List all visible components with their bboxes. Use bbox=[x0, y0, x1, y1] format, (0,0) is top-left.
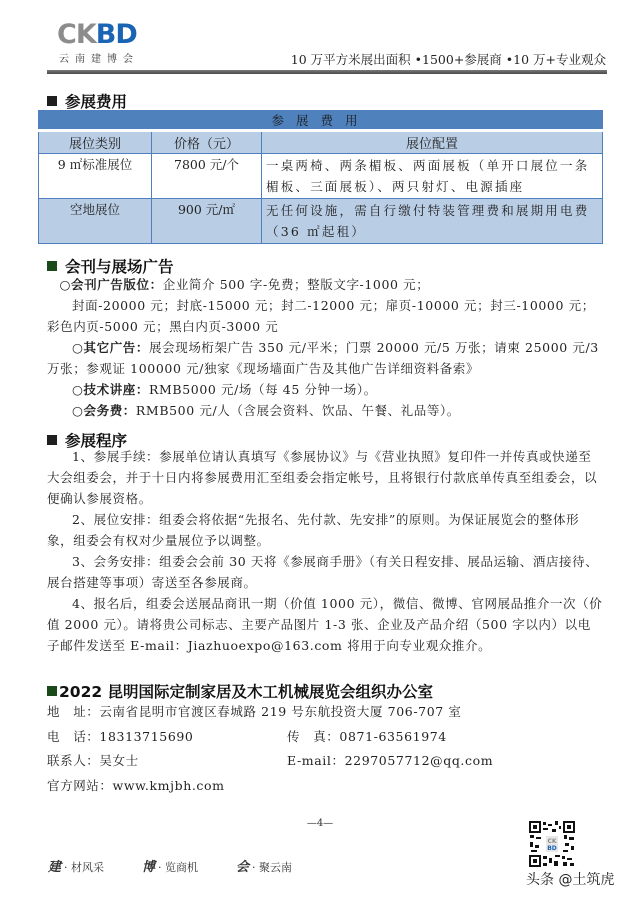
ads-content bbox=[47, 274, 603, 421]
section-title: 参展程序 bbox=[65, 432, 128, 450]
section-heading-fees bbox=[47, 90, 127, 112]
address-label: 地 址： bbox=[47, 704, 100, 719]
booth-type-cell: 空地展位 bbox=[39, 199, 152, 244]
price-cell: 900 元/㎡ bbox=[152, 199, 262, 244]
table-row bbox=[39, 199, 603, 244]
ad-item-label: ○技术讲座： bbox=[72, 382, 150, 397]
contact-info bbox=[47, 700, 603, 798]
logo-bd: BD bbox=[95, 19, 137, 50]
procedure-step: 3、会务安排：组委会会前 30 天将《参展商手册》（有关日程安排、展品运输、酒店接待、展台搭建等事项）寄送至各参展商。 bbox=[47, 554, 599, 590]
ad-item-text: 企业简介 500 字-免费；整版文字-1000 元； bbox=[162, 277, 430, 292]
column-header: 价格（元） bbox=[152, 131, 262, 154]
slogan bbox=[48, 856, 104, 875]
square-bullet-icon bbox=[47, 96, 57, 106]
slogan bbox=[236, 856, 292, 875]
logo-subtitle: 云南建博会 bbox=[59, 54, 139, 65]
slogan-text: · 聚云南 bbox=[252, 861, 293, 874]
ad-item-text: 展会现场桁架广告 350 元/平米；门票 20000 元/5 万张；请柬 25000 元/3 万张；参观证 100000 元/独家《现场墙面广告及其他广告详细资料备索》 bbox=[47, 340, 599, 376]
procedure-step: 1、参展手续：参展单位请认真填写《参展协议》与《营业执照》复印件一并传真或快递至大会组委会，并于十日内将参展费用汇至组委会指定帐号，且将银行付款底单传真至组委会，以便确认参展资格。 bbox=[47, 449, 598, 506]
phone-label: 电 话： bbox=[47, 728, 100, 744]
ad-item-lecture bbox=[47, 379, 603, 400]
ad-item-text: RMB500 元/人（含展会资料、饮品、午餐、礼品等）。 bbox=[135, 403, 460, 418]
phone-value: 18313715690 bbox=[99, 728, 194, 744]
slogan-text: · 材风采 bbox=[64, 861, 105, 874]
table-title: 参展费用 bbox=[39, 111, 603, 131]
calligraphy-glyph: 建 bbox=[48, 860, 62, 875]
header-tagline: 10 万平方米展出面积 •1500+参展商 •10 万+专业观众 bbox=[290, 52, 606, 67]
square-bullet-icon bbox=[47, 261, 57, 271]
address-row bbox=[47, 700, 603, 725]
svg-text:BD: BD bbox=[547, 845, 557, 852]
logo-ck: CK bbox=[57, 19, 96, 50]
logo-mark bbox=[57, 19, 147, 50]
header-divider bbox=[47, 70, 607, 74]
ad-item-catalog bbox=[47, 274, 603, 295]
ad-item-label: ○其它广告： bbox=[72, 340, 150, 355]
config-cell: 一桌两椅、两条楣板、两面展板（单开口展位一条楣板、三面展板）、两只射灯、电源插座 bbox=[262, 154, 603, 199]
table-title-row bbox=[39, 111, 603, 131]
procedure-content bbox=[47, 446, 603, 656]
watermark: 头条 @土筑虎 bbox=[526, 872, 615, 888]
square-bullet-icon bbox=[47, 686, 57, 696]
contact-value: 吴女士 bbox=[99, 753, 139, 768]
ad-item-catalog-prices bbox=[47, 295, 603, 337]
website-link[interactable]: www.kmjbh.com bbox=[112, 777, 225, 793]
website-label: 官方网站： bbox=[47, 777, 113, 793]
fee-table bbox=[38, 110, 603, 244]
booth-type-cell: 9 ㎡标准展位 bbox=[39, 154, 152, 199]
slogan bbox=[142, 856, 198, 875]
section-heading-office bbox=[47, 680, 433, 702]
calligraphy-glyph: 会 bbox=[236, 860, 250, 875]
section-title: 会刊与展场广告 bbox=[65, 258, 174, 276]
contact-label: 联系人： bbox=[47, 753, 100, 768]
calligraphy-glyph: 博 bbox=[142, 860, 156, 875]
section-title: 2022 昆明国际定制家居及木工机械展览会组织办公室 bbox=[59, 683, 434, 701]
slogan-text: · 览商机 bbox=[158, 861, 199, 874]
address-value: 云南省昆明市官渡区春城路 219 号东航投资大厦 706-707 室 bbox=[99, 704, 462, 719]
price-cell: 7800 元/个 bbox=[152, 154, 262, 199]
square-bullet-icon bbox=[47, 435, 57, 445]
config-cell: 无任何设施，需自行缴付特装管理费和展期用电费（36 ㎡起租） bbox=[262, 199, 603, 244]
column-header: 展位配置 bbox=[262, 131, 603, 154]
ad-item-label: ○会务费： bbox=[72, 403, 136, 418]
ad-item-conference-fee bbox=[47, 400, 603, 421]
table-row bbox=[39, 154, 603, 199]
email-label: E-mail： bbox=[287, 753, 345, 768]
svg-text:CK: CK bbox=[547, 838, 557, 845]
procedure-step: 4、报名后，组委会送展品商讯一期（价值 1000 元），微信、微博、官网展品推介一次（价值 2000 元）。请将贵公司标志、主要产品图片 1-3 张、企业及产品介绍（500 字以内）以电子邮件发送至 E-mail：Jiazhuoexpo@163.com 将用于向专业观众推介。 bbox=[47, 596, 603, 653]
ad-item-label: ○会刊广告版位： bbox=[59, 277, 163, 292]
contact-email-row bbox=[47, 749, 603, 774]
ad-item-text: 封面-20000 元；封底-15000 元；封二-12000 元；扉页-10000 元；封三-10000 元；彩色内页-5000 元；黑白内页-3000 元 bbox=[47, 298, 595, 334]
fax-value: 0871-63561974 bbox=[339, 728, 447, 744]
table-header-row bbox=[39, 131, 603, 154]
ad-item-text: RMB5000 元/场（每 45 分钟一场）。 bbox=[149, 382, 377, 397]
email-link[interactable]: 2297057712@qq.com bbox=[344, 753, 494, 768]
fax-label: 传 真： bbox=[287, 728, 340, 744]
ad-item-other bbox=[47, 337, 603, 379]
column-header: 展位类别 bbox=[39, 131, 152, 154]
page-number: —4— bbox=[306, 818, 334, 829]
ckbd-logo bbox=[57, 19, 147, 65]
procedure-step: 2、展位安排：组委会将依据“先报名、先付款、先安排”的原则。为保证展览会的整体形象，组委会有权对少量展位予以调整。 bbox=[47, 512, 580, 548]
website-row bbox=[47, 774, 603, 799]
footer-slogans bbox=[48, 856, 292, 875]
section-title: 参展费用 bbox=[65, 93, 128, 111]
qr-code-icon[interactable] bbox=[528, 820, 576, 868]
phone-fax-row bbox=[47, 725, 603, 750]
